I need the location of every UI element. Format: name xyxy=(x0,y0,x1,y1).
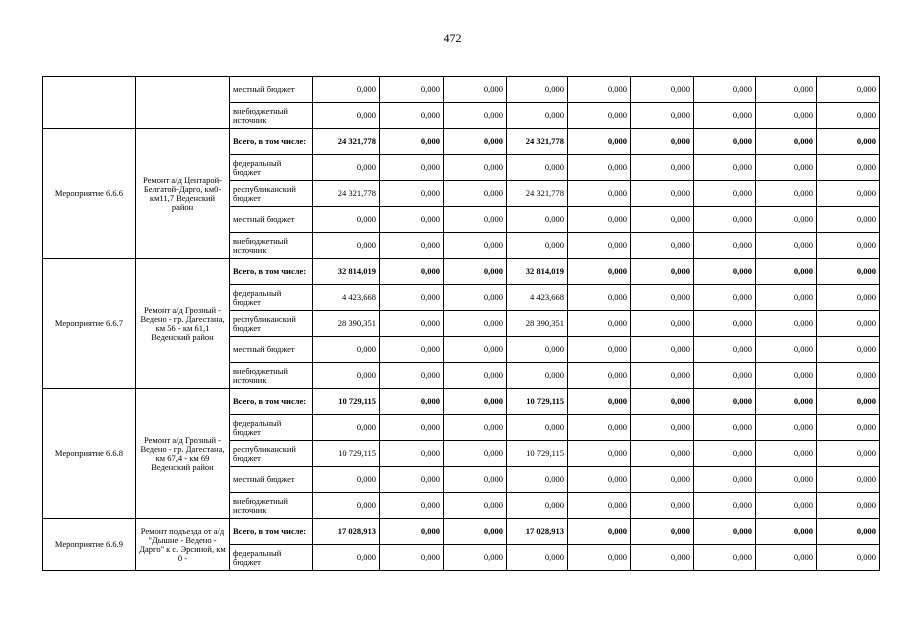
value-cell: 0,000 xyxy=(444,285,507,311)
value-cell: 0,000 xyxy=(568,233,631,259)
value-cell: 0,000 xyxy=(507,207,568,233)
value-cell: 0,000 xyxy=(694,259,756,285)
funding-source-cell: местный бюджет xyxy=(230,337,313,363)
funding-source-cell: местный бюджет xyxy=(230,467,313,493)
value-cell: 17 028,913 xyxy=(313,519,380,545)
value-cell: 0,000 xyxy=(380,493,444,519)
funding-source-cell: Всего, в том числе: xyxy=(230,389,313,415)
value-cell: 0,000 xyxy=(631,415,694,441)
value-cell: 0,000 xyxy=(313,207,380,233)
value-cell: 0,000 xyxy=(817,441,880,467)
value-cell: 0,000 xyxy=(631,467,694,493)
value-cell: 0,000 xyxy=(313,493,380,519)
value-cell: 0,000 xyxy=(756,181,817,207)
value-cell: 0,000 xyxy=(444,467,507,493)
value-cell: 0,000 xyxy=(756,77,817,103)
value-cell: 0,000 xyxy=(631,285,694,311)
value-cell: 24 321,778 xyxy=(313,181,380,207)
value-cell: 0,000 xyxy=(568,545,631,571)
measure-cell: Мероприятие 6.6.7 xyxy=(43,259,136,389)
value-cell: 0,000 xyxy=(817,363,880,389)
value-cell: 0,000 xyxy=(756,467,817,493)
value-cell: 0,000 xyxy=(631,441,694,467)
value-cell: 0,000 xyxy=(694,493,756,519)
value-cell: 0,000 xyxy=(631,129,694,155)
value-cell: 0,000 xyxy=(313,415,380,441)
value-cell: 0,000 xyxy=(313,233,380,259)
measure-cell: Мероприятие 6.6.8 xyxy=(43,389,136,519)
value-cell: 0,000 xyxy=(568,389,631,415)
funding-source-cell: местный бюджет xyxy=(230,207,313,233)
value-cell: 0,000 xyxy=(694,181,756,207)
funding-source-cell: федеральный бюджет xyxy=(230,415,313,441)
value-cell: 0,000 xyxy=(631,77,694,103)
value-cell: 0,000 xyxy=(507,155,568,181)
value-cell: 0,000 xyxy=(507,467,568,493)
value-cell: 0,000 xyxy=(694,207,756,233)
value-cell: 0,000 xyxy=(817,181,880,207)
value-cell: 0,000 xyxy=(817,155,880,181)
value-cell: 0,000 xyxy=(380,363,444,389)
value-cell: 0,000 xyxy=(444,389,507,415)
value-cell: 0,000 xyxy=(694,389,756,415)
value-cell: 0,000 xyxy=(380,311,444,337)
description-cell xyxy=(136,77,230,129)
value-cell: 0,000 xyxy=(313,545,380,571)
value-cell: 0,000 xyxy=(756,259,817,285)
value-cell: 0,000 xyxy=(380,155,444,181)
value-cell: 0,000 xyxy=(631,311,694,337)
value-cell: 0,000 xyxy=(380,389,444,415)
table-row xyxy=(43,77,880,103)
value-cell: 0,000 xyxy=(631,389,694,415)
value-cell: 0,000 xyxy=(817,207,880,233)
value-cell: 0,000 xyxy=(380,285,444,311)
value-cell: 0,000 xyxy=(756,155,817,181)
value-cell: 0,000 xyxy=(631,337,694,363)
value-cell: 0,000 xyxy=(756,337,817,363)
value-cell: 0,000 xyxy=(568,181,631,207)
funding-source-cell: республиканский бюджет xyxy=(230,441,313,467)
value-cell: 32 814,019 xyxy=(313,259,380,285)
value-cell: 0,000 xyxy=(568,441,631,467)
value-cell: 0,000 xyxy=(380,103,444,129)
value-cell: 0,000 xyxy=(631,155,694,181)
funding-source-cell: Всего, в том числе: xyxy=(230,259,313,285)
value-cell: 0,000 xyxy=(380,181,444,207)
value-cell: 0,000 xyxy=(756,493,817,519)
value-cell: 0,000 xyxy=(756,103,817,129)
value-cell: 0,000 xyxy=(507,337,568,363)
value-cell: 0,000 xyxy=(756,545,817,571)
value-cell: 0,000 xyxy=(817,233,880,259)
value-cell: 0,000 xyxy=(631,259,694,285)
funding-source-cell: местный бюджет xyxy=(230,77,313,103)
funding-source-cell: внебюджетный источник xyxy=(230,363,313,389)
value-cell: 0,000 xyxy=(817,415,880,441)
value-cell: 0,000 xyxy=(694,545,756,571)
funding-source-cell: внебюджетный источник xyxy=(230,493,313,519)
funding-source-cell: Всего, в том числе: xyxy=(230,519,313,545)
value-cell: 0,000 xyxy=(444,337,507,363)
value-cell: 0,000 xyxy=(444,259,507,285)
value-cell: 0,000 xyxy=(694,467,756,493)
value-cell: 0,000 xyxy=(444,545,507,571)
value-cell: 0,000 xyxy=(380,233,444,259)
value-cell: 0,000 xyxy=(817,259,880,285)
value-cell: 0,000 xyxy=(817,337,880,363)
value-cell: 0,000 xyxy=(756,285,817,311)
funding-source-cell: внебюджетный источник xyxy=(230,233,313,259)
value-cell: 0,000 xyxy=(694,155,756,181)
value-cell: 10 729,115 xyxy=(313,441,380,467)
value-cell: 0,000 xyxy=(631,207,694,233)
value-cell: 0,000 xyxy=(444,519,507,545)
budget-table xyxy=(42,76,880,571)
description-cell: Ремонт а/д Грозный - Ведено - гр. Дагестана, км 56 - км 61,1 Веденский район xyxy=(136,259,230,389)
value-cell: 0,000 xyxy=(817,519,880,545)
value-cell: 0,000 xyxy=(694,415,756,441)
value-cell: 0,000 xyxy=(313,363,380,389)
value-cell: 0,000 xyxy=(817,103,880,129)
value-cell: 0,000 xyxy=(756,233,817,259)
value-cell: 0,000 xyxy=(694,77,756,103)
funding-source-cell: федеральный бюджет xyxy=(230,545,313,571)
value-cell: 0,000 xyxy=(380,545,444,571)
value-cell: 0,000 xyxy=(568,363,631,389)
value-cell: 28 390,351 xyxy=(507,311,568,337)
table-row-total xyxy=(43,389,880,415)
value-cell: 0,000 xyxy=(507,493,568,519)
value-cell: 0,000 xyxy=(568,207,631,233)
description-cell: Ремонт а/д Грозный - Ведено - гр. Дагестана, км 67,4 - км 69 Веденский район xyxy=(136,389,230,519)
value-cell: 4 423,668 xyxy=(507,285,568,311)
value-cell: 0,000 xyxy=(380,337,444,363)
value-cell: 0,000 xyxy=(817,129,880,155)
value-cell: 0,000 xyxy=(444,181,507,207)
value-cell: 0,000 xyxy=(756,441,817,467)
value-cell: 0,000 xyxy=(694,363,756,389)
value-cell: 17 028,913 xyxy=(507,519,568,545)
value-cell: 0,000 xyxy=(631,363,694,389)
value-cell: 0,000 xyxy=(380,129,444,155)
value-cell: 0,000 xyxy=(568,415,631,441)
value-cell: 0,000 xyxy=(694,129,756,155)
value-cell: 0,000 xyxy=(568,129,631,155)
table-row-total xyxy=(43,259,880,285)
value-cell: 0,000 xyxy=(631,545,694,571)
value-cell: 32 814,019 xyxy=(507,259,568,285)
value-cell: 0,000 xyxy=(380,415,444,441)
page-number: 472 xyxy=(443,31,462,45)
value-cell: 0,000 xyxy=(756,311,817,337)
value-cell: 0,000 xyxy=(694,285,756,311)
value-cell: 24 321,778 xyxy=(313,129,380,155)
value-cell: 28 390,351 xyxy=(313,311,380,337)
description-cell: Ремонт а/д Центарой-Белгатой-Дарго, км0-км11,7 Веденский район xyxy=(136,129,230,259)
value-cell: 0,000 xyxy=(507,103,568,129)
value-cell: 0,000 xyxy=(568,493,631,519)
value-cell: 0,000 xyxy=(756,519,817,545)
value-cell: 0,000 xyxy=(568,77,631,103)
value-cell: 0,000 xyxy=(568,311,631,337)
value-cell: 0,000 xyxy=(568,519,631,545)
funding-source-cell: федеральный бюджет xyxy=(230,155,313,181)
measure-cell: Мероприятие 6.6.6 xyxy=(43,129,136,259)
funding-source-cell: республиканский бюджет xyxy=(230,311,313,337)
value-cell: 0,000 xyxy=(444,155,507,181)
value-cell: 4 423,668 xyxy=(313,285,380,311)
value-cell: 0,000 xyxy=(817,545,880,571)
value-cell: 0,000 xyxy=(444,311,507,337)
value-cell: 0,000 xyxy=(380,467,444,493)
value-cell: 0,000 xyxy=(631,103,694,129)
funding-source-cell: Всего, в том числе: xyxy=(230,129,313,155)
value-cell: 10 729,115 xyxy=(507,441,568,467)
value-cell: 0,000 xyxy=(444,77,507,103)
value-cell: 0,000 xyxy=(694,233,756,259)
value-cell: 0,000 xyxy=(568,337,631,363)
value-cell: 0,000 xyxy=(631,519,694,545)
description-cell: Ремонт подъезда от а/д "Дышне - Ведено - Дарго" к с. Эрсиной, км 0 - xyxy=(136,519,230,571)
value-cell: 0,000 xyxy=(444,207,507,233)
measure-cell xyxy=(43,77,136,129)
value-cell: 0,000 xyxy=(756,415,817,441)
value-cell: 0,000 xyxy=(568,259,631,285)
value-cell: 0,000 xyxy=(756,129,817,155)
value-cell: 0,000 xyxy=(694,311,756,337)
value-cell: 0,000 xyxy=(817,285,880,311)
value-cell: 0,000 xyxy=(507,415,568,441)
value-cell: 24 321,778 xyxy=(507,181,568,207)
value-cell: 0,000 xyxy=(380,259,444,285)
table-row-total xyxy=(43,129,880,155)
value-cell: 0,000 xyxy=(313,467,380,493)
value-cell: 0,000 xyxy=(631,181,694,207)
value-cell: 0,000 xyxy=(568,103,631,129)
value-cell: 0,000 xyxy=(444,103,507,129)
value-cell: 10 729,115 xyxy=(313,389,380,415)
value-cell: 0,000 xyxy=(694,337,756,363)
value-cell: 0,000 xyxy=(631,493,694,519)
value-cell: 0,000 xyxy=(444,363,507,389)
value-cell: 0,000 xyxy=(444,441,507,467)
value-cell: 0,000 xyxy=(694,519,756,545)
value-cell: 0,000 xyxy=(756,363,817,389)
value-cell: 0,000 xyxy=(313,77,380,103)
value-cell: 0,000 xyxy=(313,103,380,129)
value-cell: 0,000 xyxy=(507,363,568,389)
value-cell: 0,000 xyxy=(817,77,880,103)
table-row-total xyxy=(43,519,880,545)
value-cell: 0,000 xyxy=(507,233,568,259)
funding-source-cell: федеральный бюджет xyxy=(230,285,313,311)
value-cell: 0,000 xyxy=(380,77,444,103)
value-cell: 0,000 xyxy=(817,493,880,519)
funding-source-cell: внебюджетный источник xyxy=(230,103,313,129)
value-cell: 0,000 xyxy=(313,337,380,363)
value-cell: 0,000 xyxy=(817,467,880,493)
value-cell: 0,000 xyxy=(507,77,568,103)
value-cell: 0,000 xyxy=(631,233,694,259)
value-cell: 0,000 xyxy=(817,311,880,337)
value-cell: 0,000 xyxy=(444,129,507,155)
value-cell: 0,000 xyxy=(694,441,756,467)
value-cell: 0,000 xyxy=(313,155,380,181)
value-cell: 0,000 xyxy=(817,389,880,415)
value-cell: 0,000 xyxy=(694,103,756,129)
value-cell: 0,000 xyxy=(568,285,631,311)
value-cell: 0,000 xyxy=(756,207,817,233)
value-cell: 0,000 xyxy=(568,467,631,493)
value-cell: 0,000 xyxy=(380,441,444,467)
measure-cell: Мероприятие 6.6.9 xyxy=(43,519,136,571)
value-cell: 0,000 xyxy=(507,545,568,571)
value-cell: 0,000 xyxy=(756,389,817,415)
value-cell: 0,000 xyxy=(568,155,631,181)
value-cell: 24 321,778 xyxy=(507,129,568,155)
value-cell: 0,000 xyxy=(444,233,507,259)
value-cell: 0,000 xyxy=(380,519,444,545)
funding-source-cell: республиканский бюджет xyxy=(230,181,313,207)
value-cell: 0,000 xyxy=(444,493,507,519)
value-cell: 0,000 xyxy=(380,207,444,233)
value-cell: 10 729,115 xyxy=(507,389,568,415)
value-cell: 0,000 xyxy=(444,415,507,441)
